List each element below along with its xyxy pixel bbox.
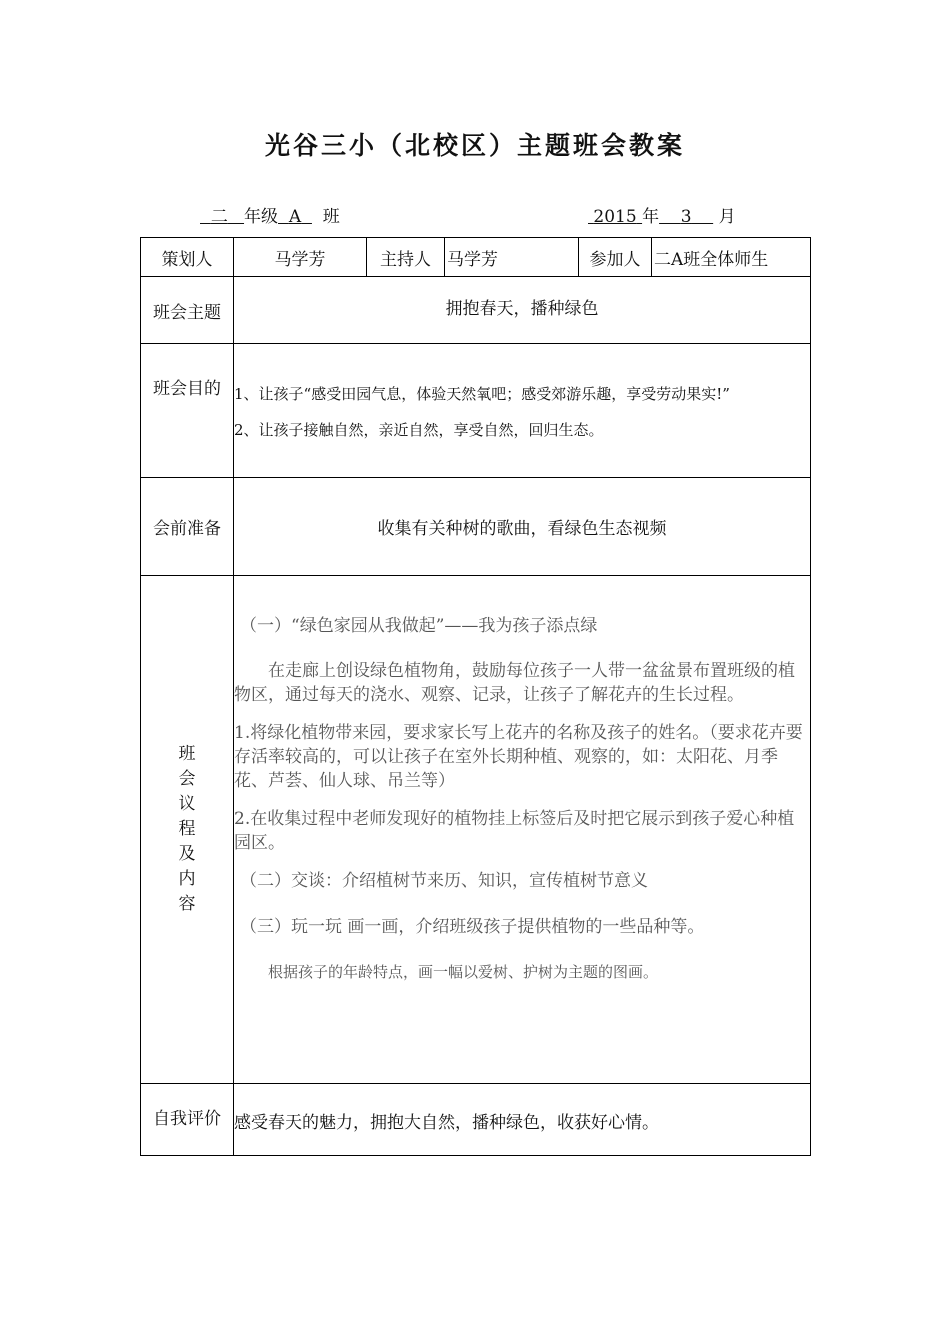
agenda-label-char: 内 (178, 869, 196, 889)
agenda-label-char: 及 (178, 844, 196, 864)
purpose-row (141, 344, 811, 478)
prep-value: 收集有关种树的歌曲，看绿色生态视频 (234, 478, 811, 576)
agenda-row (141, 576, 811, 1084)
evaluation-label: 自我评价 (141, 1084, 234, 1156)
class-value: A (288, 207, 302, 227)
class-unit: 班 (322, 207, 340, 227)
grade-value: 二 (210, 207, 228, 227)
grade-class-line (200, 202, 340, 227)
participants-value: 二A班全体师生 (652, 238, 811, 277)
agenda-section-heading: （一）“绿色家园从我做起”——我为孩子添点绿 (240, 616, 598, 636)
purpose-item: 2、让孩子接触自然，亲近自然，享受自然，回归生态。 (234, 421, 604, 439)
agenda-label (141, 576, 234, 1084)
purpose-content (234, 344, 811, 478)
agenda-label-char: 班 (178, 744, 196, 764)
agenda-label-char: 议 (178, 794, 196, 814)
host-label: 主持人 (367, 238, 445, 277)
evaluation-row (141, 1084, 811, 1156)
planner-value: 马学芳 (234, 238, 367, 277)
theme-row (141, 277, 811, 344)
agenda-section-heading: （三）玩一玩 画一画，介绍班级孩子提供植物的一些品种等。 (240, 917, 705, 937)
prep-label: 会前准备 (141, 478, 234, 576)
evaluation-value: 感受春天的魅力，拥抱大自然，播种绿色，收获好心情。 (234, 1084, 811, 1156)
people-row (141, 238, 811, 277)
lesson-plan-table (140, 237, 811, 1156)
theme-label: 班会主题 (141, 277, 234, 344)
year-value: 2015 (593, 207, 637, 227)
agenda-label-char: 会 (178, 769, 196, 789)
year-unit: 年 (642, 207, 660, 227)
document-title: 光谷三小（北校区）主题班会教案 (264, 131, 685, 160)
agenda-label-char: 容 (178, 894, 196, 914)
theme-value: 拥抱春天，播种绿色 (234, 277, 811, 344)
agenda-paragraph: 2.在收集过程中老师发现好的植物挂上标签后及时把它展示到孩子爱心种植园区。 (234, 809, 795, 853)
agenda-paragraph: 1.将绿化植物带来园，要求家长写上花卉的名称及孩子的姓名。（要求花卉要存活率较高的，可以让孩子在室外长期种植、观察的，如：太阳花、月季花、芦荟、仙人球、吊兰等） (234, 723, 803, 791)
grade-unit: 年级 (244, 207, 279, 227)
purpose-label: 班会目的 (141, 344, 234, 478)
month-value: 3 (680, 207, 692, 227)
agenda-label-char: 程 (178, 819, 196, 839)
participants-label: 参加人 (579, 238, 652, 277)
purpose-item: 1、让孩子“感受田园气息，体验天然氧吧；感受郊游乐趣，享受劳动果实!” (234, 385, 730, 403)
agenda-paragraph: 在走廊上创设绿色植物角，鼓励每位孩子一人带一盆盆景布置班级的植物区，通过每天的浇水、观察、记录，让孩子了解花卉的生长过程。 (234, 661, 795, 705)
date-line (588, 202, 736, 227)
prep-row (141, 478, 811, 576)
agenda-section-heading: （二）交谈：介绍植树节来历、知识，宣传植树节意义 (240, 871, 648, 891)
planner-label: 策划人 (141, 238, 234, 277)
agenda-paragraph: 根据孩子的年龄特点，画一幅以爱树、护树为主题的图画。 (268, 963, 659, 981)
host-value: 马学芳 (445, 238, 579, 277)
month-unit: 月 (718, 207, 736, 227)
agenda-content (234, 576, 811, 1084)
